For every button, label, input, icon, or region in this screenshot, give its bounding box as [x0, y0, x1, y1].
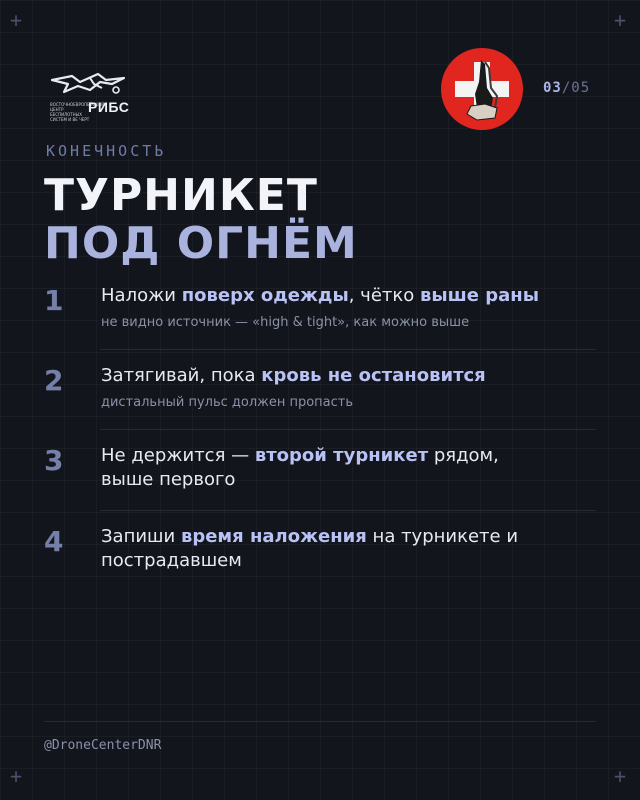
step-highlight: второй турникет [254, 445, 429, 466]
page-indicator [543, 80, 590, 96]
praying-hands-badge [441, 48, 523, 130]
org-logo [50, 70, 130, 122]
divider [100, 429, 596, 430]
step-text-part: Запиши [101, 526, 181, 547]
corner-plus-icon: + [10, 8, 23, 32]
step-text [101, 364, 596, 388]
step-text-part: рядом, выше первого [101, 445, 499, 490]
step-text [101, 525, 571, 573]
org-name-small: ВОСТОЧНОЕВРОПЕЙСКИЙ ЦЕНТР БЕСПИЛОТНЫХ СИСТЕМ И ВЕ ЧЕРТ [50, 102, 105, 122]
corner-plus-icon: + [613, 8, 626, 32]
step-text-part: , чётко [348, 285, 420, 306]
corner-plus-icon: + [10, 764, 23, 788]
step-highlight: время наложения [180, 526, 367, 547]
divider [100, 349, 596, 350]
drone-logo-icon [50, 70, 130, 100]
step-number: 2 [44, 364, 64, 397]
page-title-line2: ПОД ОГНЁМ [44, 218, 358, 269]
step-text [101, 284, 596, 308]
footer-divider [44, 721, 596, 722]
step-text-part: на турникете и пострадавшем [101, 526, 519, 571]
step-highlight: кровь не остановится [261, 365, 486, 386]
step-text-part: Наложи [101, 285, 182, 306]
step-subtext: дистальный пульс должен пропасть [101, 395, 354, 410]
step-number: 4 [44, 525, 64, 558]
step-subtext: не видно источник — «high & tight», как можно выше [101, 315, 470, 330]
step-text-part: Затягивай, пока [101, 365, 262, 386]
step-highlight: выше раны [419, 285, 539, 306]
page-title-line1: ТУРНИКЕТ [44, 170, 318, 221]
step-number: 1 [44, 284, 64, 317]
divider [100, 510, 596, 511]
page-current: 03 [543, 80, 562, 96]
category-label: КОНЕЧНОСТЬ [46, 142, 167, 160]
praying-hands-cross-icon [441, 48, 523, 130]
channel-handle: @DroneCenterDNR [44, 738, 162, 753]
org-name: РИБС [88, 99, 130, 115]
step-highlight: поверх одежды [181, 285, 349, 306]
corner-plus-icon: + [613, 764, 626, 788]
step-text [101, 444, 521, 492]
step-number: 3 [44, 444, 64, 477]
step-text-part: Не держится — [101, 445, 255, 466]
page-total: 05 [571, 80, 591, 96]
page-separator: / [561, 80, 572, 96]
